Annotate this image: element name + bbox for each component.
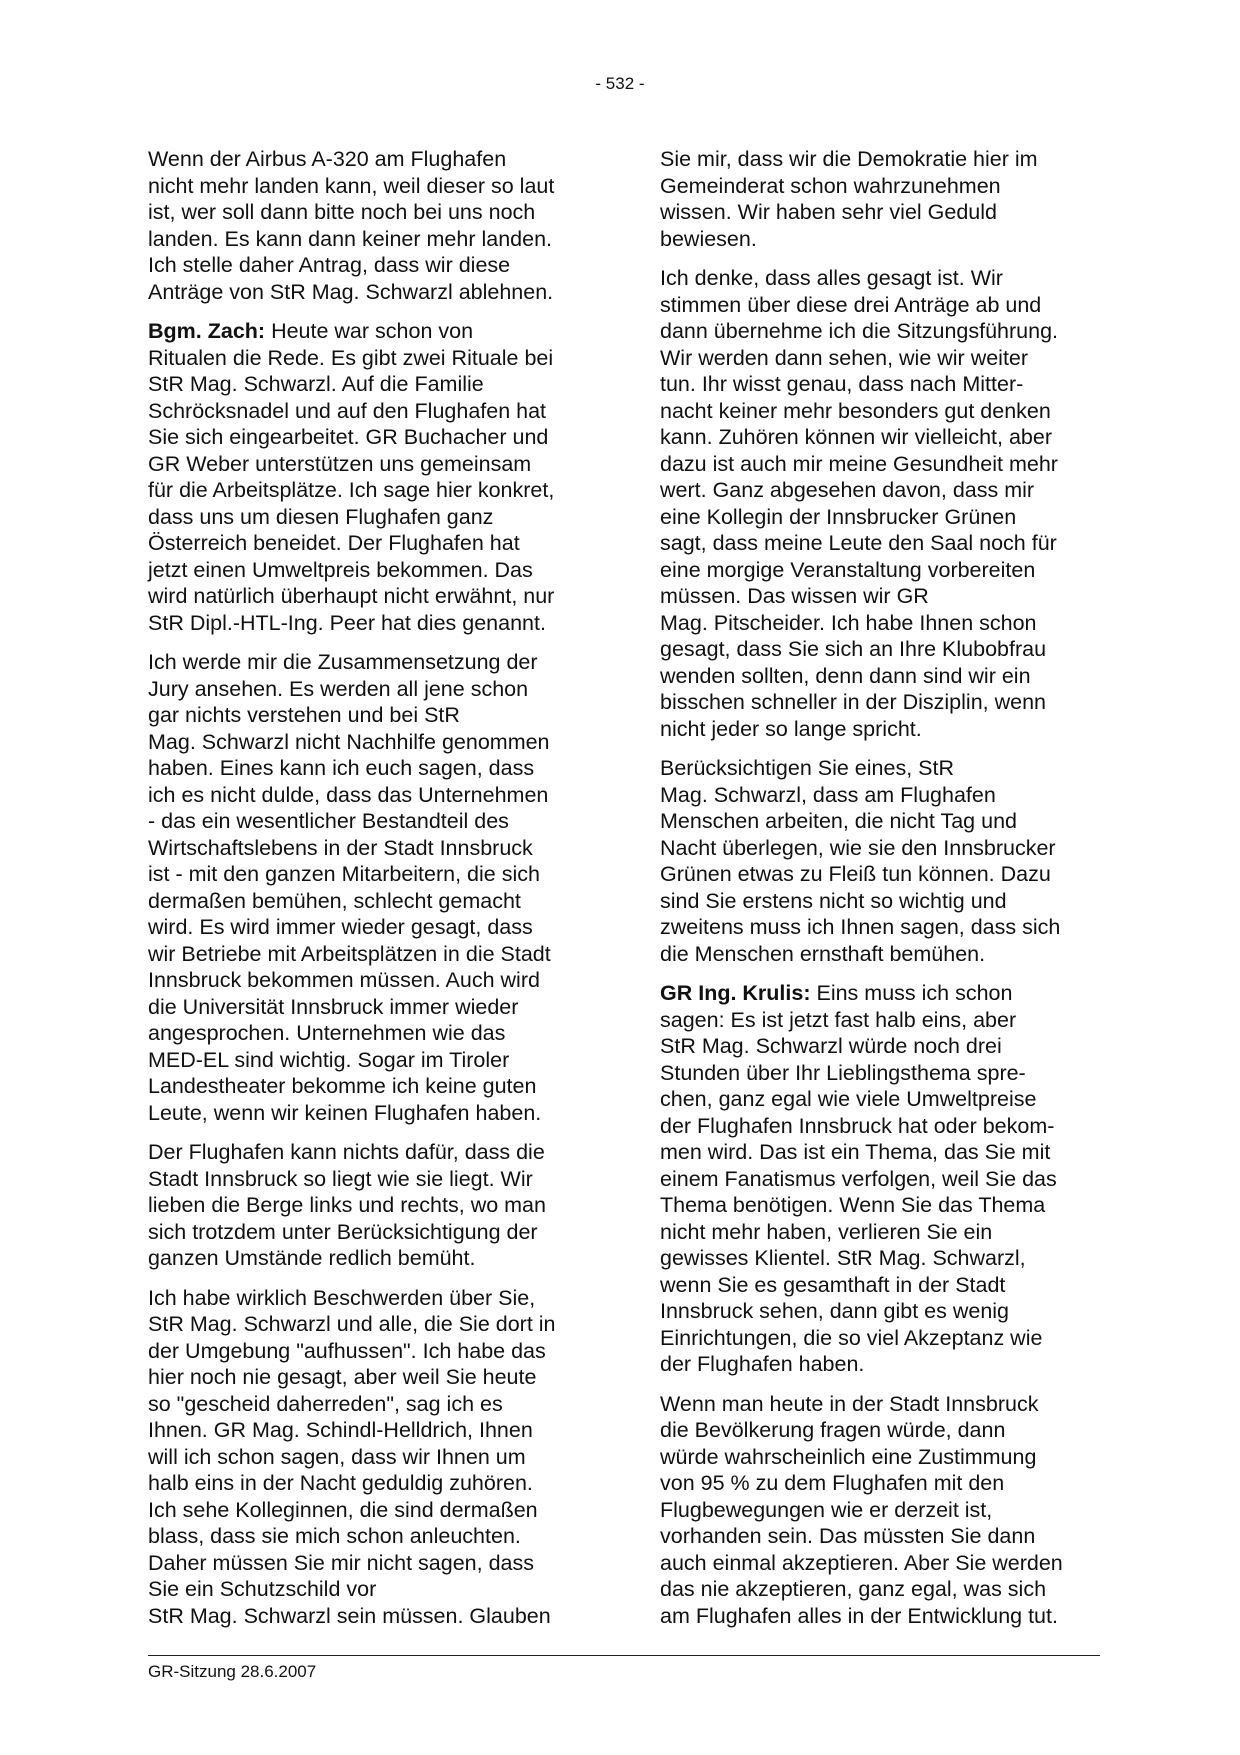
text-line: am Flughafen alles in der Entwicklung tut. bbox=[660, 1603, 1058, 1628]
text-line: ist, wer soll dann bitte noch bei uns noch bbox=[148, 200, 536, 224]
text-line: Schröcksnadel und auf den Flughafen hat bbox=[148, 398, 547, 423]
right-column bbox=[660, 146, 1100, 1642]
text-line: hier noch nie gesagt, aber weil Sie heute bbox=[148, 1365, 537, 1389]
paragraph bbox=[148, 649, 590, 1126]
text-line: Jury ansehen. Es werden all jene schon bbox=[148, 676, 529, 701]
text-line: will ich schon sagen, dass wir Ihnen um bbox=[148, 1444, 526, 1469]
text-line: StR Mag. Schwarzl sein müssen. Glauben bbox=[148, 1603, 551, 1628]
text-line: gewisses Klientel. StR Mag. Schwarzl, bbox=[660, 1246, 1026, 1270]
paragraph bbox=[148, 318, 590, 636]
text-line: kann. Zuhören können wir vielleicht, aber bbox=[660, 425, 1052, 449]
text-line: nicht mehr landen kann, weil dieser so laut bbox=[148, 173, 555, 198]
text-line: sind Sie erstens nicht so wichtig und bbox=[660, 888, 1007, 913]
text-line: GR Weber unterstützen uns gemeinsam bbox=[148, 451, 532, 476]
text-line: sagt, dass meine Leute den Saal noch für bbox=[660, 531, 1057, 555]
text-line: StR Mag. Schwarzl würde noch drei bbox=[660, 1034, 1002, 1058]
text-line: Ich sehe Kolleginnen, die sind dermaßen bbox=[148, 1497, 538, 1522]
footer-divider bbox=[148, 1655, 1100, 1656]
text-line: Sie mir, dass wir die Demokratie hier im bbox=[660, 147, 1038, 171]
text-line: sich trotzdem unter Berücksichtigung der bbox=[148, 1219, 538, 1244]
text-line: Ihnen. GR Mag. Schindl-Helldrich, Ihnen bbox=[148, 1418, 533, 1442]
text-line: StR Mag. Schwarzl. Auf die Familie bbox=[148, 372, 484, 396]
paragraph bbox=[660, 980, 1100, 1378]
text-line: Der Flughafen kann nichts dafür, dass die bbox=[148, 1140, 545, 1164]
text-line: tun. Ihr wisst genau, dass nach Mitter- bbox=[660, 372, 1024, 396]
text-line: stimmen über diese drei Anträge ab und bbox=[660, 292, 1042, 317]
text-line: Grünen etwas zu Fleiß tun können. Dazu bbox=[660, 862, 1051, 886]
speaker-label: GR Ing. Krulis: bbox=[660, 981, 811, 1005]
left-column bbox=[148, 146, 590, 1642]
text-line: Berücksichtigen Sie eines, StR bbox=[660, 756, 954, 780]
speaker-label: Bgm. Zach: bbox=[148, 319, 266, 343]
text-line: wir Betriebe mit Arbeitsplätzen in die Stadt bbox=[148, 941, 551, 966]
text-line: Ich stelle daher Antrag, dass wir diese bbox=[148, 253, 511, 277]
text-line: würde wahrscheinlich eine Zustimmung bbox=[660, 1444, 1037, 1469]
text-line: ist - mit den ganzen Mitarbeitern, die sich bbox=[148, 862, 540, 886]
text-line: nicht jeder so lange spricht. bbox=[660, 716, 922, 741]
text-line: Innsbruck bekommen müssen. Auch wird bbox=[148, 968, 540, 992]
text-line: Wenn der Airbus A-320 am Flughafen bbox=[148, 147, 507, 171]
paragraph bbox=[148, 1285, 590, 1630]
text-line: dass uns um diesen Flughafen ganz bbox=[148, 504, 494, 529]
text-line: dermaßen bemühen, schlecht gemacht bbox=[148, 888, 521, 913]
text-line: Ich habe wirklich Beschwerden über Sie, bbox=[148, 1285, 536, 1310]
text-line: wenden sollten, denn dann sind wir ein bbox=[660, 663, 1031, 688]
text-line: Ich denke, dass alles gesagt ist. Wir bbox=[660, 266, 1003, 290]
paragraph bbox=[148, 146, 590, 305]
text-line: lieben die Berge links und rechts, wo man bbox=[148, 1193, 546, 1217]
text-line: jetzt einen Umweltpreis bekommen. Das bbox=[148, 557, 533, 582]
text-line: Einrichtungen, die so viel Akzeptanz wie bbox=[660, 1325, 1043, 1350]
text-line: die Bevölkerung fragen würde, dann bbox=[660, 1418, 1006, 1442]
text-line: nacht keiner mehr besonders gut denken bbox=[660, 398, 1051, 423]
text-line: bewiesen. bbox=[660, 226, 757, 251]
text-line: Mag. Schwarzl, dass am Flughafen bbox=[660, 782, 996, 807]
text-line: auch einmal akzeptieren. Aber Sie werden bbox=[660, 1550, 1063, 1575]
text-line: nicht mehr haben, verlieren Sie ein bbox=[660, 1219, 993, 1244]
text-line: Thema benötigen. Wenn Sie das Thema bbox=[660, 1193, 1046, 1217]
text-line: Nacht überlegen, wie sie den Innsbrucker bbox=[660, 835, 1056, 860]
text-line: Anträge von StR Mag. Schwarzl ablehnen. bbox=[148, 279, 554, 304]
text-line: angesprochen. Unternehmen wie das bbox=[148, 1021, 506, 1045]
text-line: Mag. Pitscheider. Ich habe Ihnen schon bbox=[660, 610, 1037, 635]
text-line: für die Arbeitsplätze. Ich sage hier konkret, bbox=[148, 478, 555, 502]
text-line: dann übernehme ich die Sitzungsführung. bbox=[660, 319, 1059, 343]
text-line: ich es nicht dulde, dass das Unternehmen bbox=[148, 782, 549, 807]
text-line: halb eins in der Nacht geduldig zuhören. bbox=[148, 1471, 533, 1495]
text-line: gesagt, dass Sie sich an Ihre Klubobfrau bbox=[660, 637, 1047, 661]
text-line: Stunden über Ihr Lieblingsthema spre- bbox=[660, 1060, 1026, 1085]
text-line: wird. Es wird immer wieder gesagt, dass bbox=[148, 915, 533, 939]
paragraph bbox=[660, 265, 1100, 742]
text-line: wert. Ganz abgesehen davon, dass mir bbox=[660, 478, 1035, 502]
paragraph bbox=[660, 755, 1100, 967]
paragraph bbox=[660, 146, 1100, 252]
text-line: Flugbewegungen wie er derzeit ist, bbox=[660, 1497, 993, 1522]
text-line: MED-EL sind wichtig. Sogar im Tiroler bbox=[148, 1047, 510, 1072]
text-line: Landestheater bekomme ich keine guten bbox=[148, 1074, 537, 1098]
text-line: sagen: Es ist jetzt fast halb eins, aber bbox=[660, 1007, 1017, 1032]
text-line: eine morgige Veranstaltung vorbereiten bbox=[660, 557, 1036, 582]
text-line: der Flughafen Innsbruck hat oder bekom- bbox=[660, 1113, 1055, 1138]
text-line: Stadt Innsbruck so liegt wie sie liegt. Wir bbox=[148, 1166, 533, 1191]
text-line: von 95 % zu dem Flughafen mit den bbox=[660, 1471, 1005, 1495]
text-line: wissen. Wir haben sehr viel Geduld bbox=[660, 200, 997, 224]
text-line: Wirtschaftslebens in der Stadt Innsbruck bbox=[148, 835, 533, 860]
text-line: haben. Eines kann ich euch sagen, dass bbox=[148, 756, 535, 780]
text-line: müssen. Das wissen wir GR bbox=[660, 584, 929, 608]
paragraph bbox=[148, 1139, 590, 1272]
text-line: die Menschen ernsthaft bemühen. bbox=[660, 941, 986, 966]
text-line: das nie akzeptieren, ganz egal, was sich bbox=[660, 1577, 1047, 1601]
text-line: Wir werden dann sehen, wie wir weiter bbox=[660, 345, 1029, 370]
text-line: der Umgebung "aufhussen". Ich habe das bbox=[148, 1338, 546, 1363]
text-line: eine Kollegin der Innsbrucker Grünen bbox=[660, 504, 1017, 529]
text-line: Wenn man heute in der Stadt Innsbruck bbox=[660, 1391, 1039, 1416]
paragraph bbox=[660, 1391, 1100, 1630]
text-line: chen, ganz egal wie viele Umweltpreise bbox=[660, 1087, 1037, 1111]
text-line: landen. Es kann dann keiner mehr landen. bbox=[148, 226, 552, 251]
text-line: Österreich beneidet. Der Flughafen hat bbox=[148, 531, 520, 555]
text-line: Leute, wenn wir keinen Flughafen haben. bbox=[148, 1100, 542, 1125]
page-number: - 532 - bbox=[595, 74, 645, 93]
text-line: bisschen schneller in der Disziplin, wenn bbox=[660, 690, 1046, 714]
text-line: StR Mag. Schwarzl und alle, die Sie dort in bbox=[148, 1312, 556, 1336]
text-line: Sie sich eingearbeitet. GR Buchacher und bbox=[148, 425, 549, 449]
text-line: Gemeinderat schon wahrzunehmen bbox=[660, 173, 1001, 198]
text-line: zweitens muss ich Ihnen sagen, dass sich bbox=[660, 915, 1061, 939]
text-line: Heute war schon von bbox=[271, 319, 474, 343]
text-line: wenn Sie es gesamthaft in der Stadt bbox=[660, 1272, 1006, 1297]
text-line: vorhanden sein. Das müssten Sie dann bbox=[660, 1524, 1036, 1548]
text-line: die Universität Innsbruck immer wieder bbox=[148, 994, 519, 1019]
text-line: wird natürlich überhaupt nicht erwähnt, nur bbox=[148, 584, 555, 608]
text-line: Sie ein Schutzschild vor bbox=[148, 1577, 377, 1601]
text-line: men wird. Das ist ein Thema, das Sie mit bbox=[660, 1140, 1051, 1164]
footer-session-date: GR-Sitzung 28.6.2007 bbox=[148, 1662, 317, 1681]
text-line: dazu ist auch mir meine Gesundheit mehr bbox=[660, 451, 1058, 476]
text-line: einem Fanatismus verfolgen, weil Sie das bbox=[660, 1166, 1057, 1191]
text-line: Mag. Schwarzl nicht Nachhilfe genommen bbox=[148, 729, 550, 754]
text-line: Daher müssen Sie mir nicht sagen, dass bbox=[148, 1550, 534, 1575]
text-line: - das ein wesentlicher Bestandteil des bbox=[148, 809, 509, 833]
text-line: StR Dipl.-HTL-Ing. Peer hat dies genannt. bbox=[148, 610, 546, 635]
text-line: gar nichts verstehen und bei StR bbox=[148, 703, 460, 727]
text-line: so "gescheid daherreden", sag ich es bbox=[148, 1391, 503, 1416]
text-line: Innsbruck sehen, dann gibt es wenig bbox=[660, 1299, 1010, 1323]
text-line: ganzen Umstände redlich bemüht. bbox=[148, 1246, 476, 1270]
text-line: der Flughafen haben. bbox=[660, 1352, 865, 1376]
text-line: Eins muss ich schon bbox=[816, 981, 1013, 1005]
text-line: Menschen arbeiten, die nicht Tag und bbox=[660, 809, 1017, 833]
text-line: Ich werde mir die Zusammensetzung der bbox=[148, 650, 538, 674]
text-line: blass, dass sie mich schon anleuchten. bbox=[148, 1524, 521, 1548]
text-line: Ritualen die Rede. Es gibt zwei Rituale bei bbox=[148, 345, 554, 370]
